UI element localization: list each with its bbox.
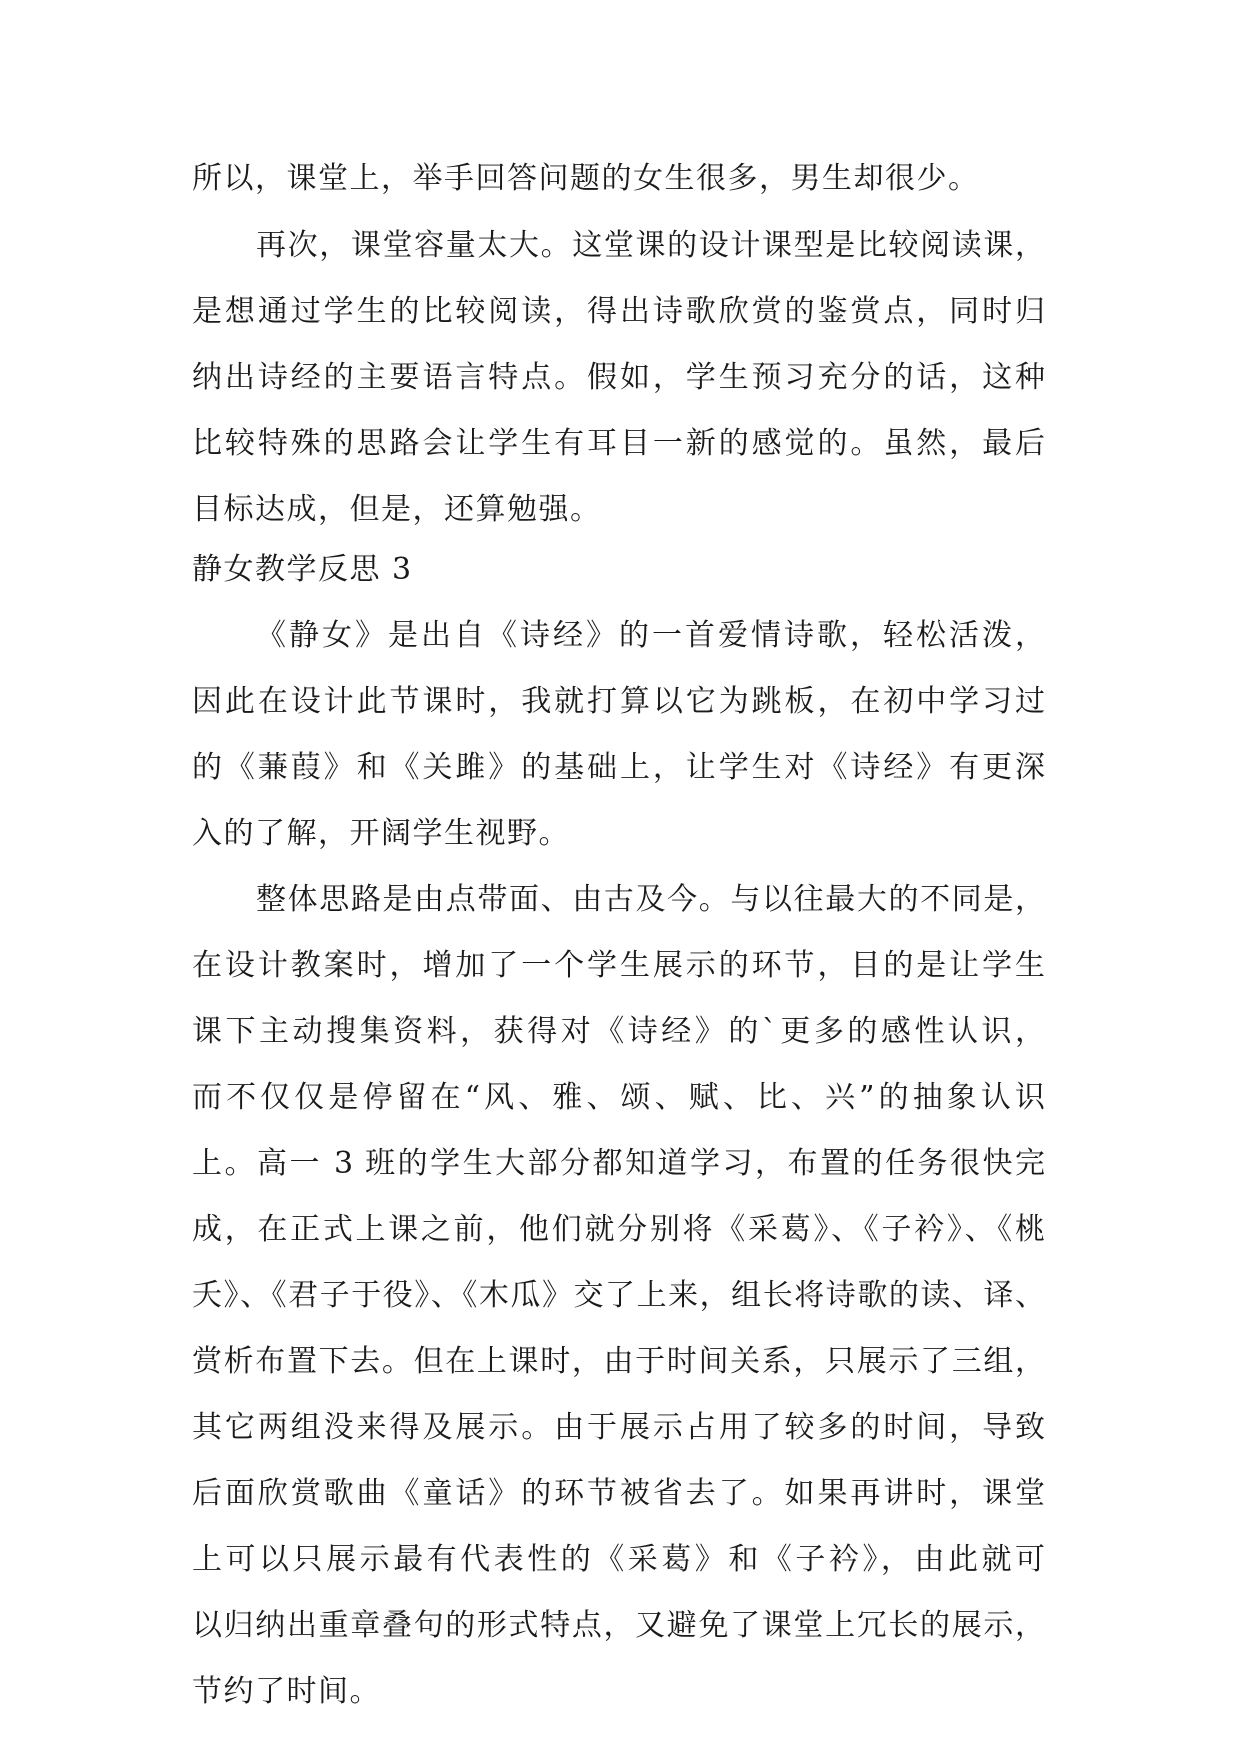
paragraph-1-line-1: 所以，课堂上，举手回答问题的女生很多，男生却很少。 (192, 161, 980, 196)
paragraph-4-line-5: 上。高一 3 班的学生大部分都知道学习，布置的任务很快完 (192, 1146, 1045, 1181)
paragraph-4-line-1: 整体思路是由点带面、由古及今。与以往最大的不同是， (256, 882, 1045, 917)
paragraph-4-line-9: 其它两组没来得及展示。由于展示占用了较多的时间，导致 (192, 1410, 1045, 1445)
paragraph-4-line-6: 成，在正式上课之前，他们就分别将《采葛》、《子衿》、《桃 (192, 1212, 1045, 1247)
paragraph-2-line-3: 纳出诗经的主要语言特点。假如，学生预习充分的话，这种 (192, 360, 1045, 395)
paragraph-3-line-3: 的《蒹葭》和《关雎》的基础上，让学生对《诗经》有更深 (192, 750, 1045, 785)
paragraph-3-line-2: 因此在设计此节课时，我就打算以它为跳板，在初中学习过 (192, 684, 1045, 719)
paragraph-2-line-4: 比较特殊的思路会让学生有耳目一新的感觉的。虽然，最后 (192, 426, 1045, 461)
paragraph-2-line-1: 再次，课堂容量太大。这堂课的设计课型是比较阅读课， (256, 228, 1045, 263)
paragraph-4-line-8: 赏析布置下去。但在上课时，由于时间关系，只展示了三组， (192, 1344, 1045, 1379)
section-heading: 静女教学反思 3 (192, 552, 413, 587)
paragraph-3-line-4: 入的了解，开阔学生视野。 (192, 816, 570, 851)
paragraph-4-line-3: 课下主动搜集资料，获得对《诗经》的`更多的感性认识， (192, 1014, 1045, 1049)
paragraph-4-line-12: 以归纳出重章叠句的形式特点，又避免了课堂上冗长的展示， (192, 1608, 1045, 1643)
paragraph-2-line-2: 是想通过学生的比较阅读，得出诗歌欣赏的鉴赏点，同时归 (192, 294, 1045, 329)
paragraph-4-line-13: 节约了时间。 (192, 1674, 381, 1709)
paragraph-4-line-2: 在设计教案时，增加了一个学生展示的环节，目的是让学生 (192, 948, 1045, 983)
paragraph-4-line-10: 后面欣赏歌曲《童话》的环节被省去了。如果再讲时，课堂 (192, 1476, 1045, 1511)
paragraph-4-line-7: 夭》、《君子于役》、《木瓜》交了上来，组长将诗歌的读、译、 (192, 1278, 1045, 1313)
paragraph-4-line-4: 而不仅仅是停留在“风、雅、颂、赋、比、兴”的抽象认识 (192, 1080, 1045, 1115)
paragraph-4-line-11: 上可以只展示最有代表性的《采葛》和《子衿》，由此就可 (192, 1542, 1045, 1577)
paragraph-2-line-5: 目标达成，但是，还算勉强。 (192, 492, 602, 527)
paragraph-3-line-1: 《静女》是出自《诗经》的一首爱情诗歌，轻松活泼， (256, 618, 1045, 653)
